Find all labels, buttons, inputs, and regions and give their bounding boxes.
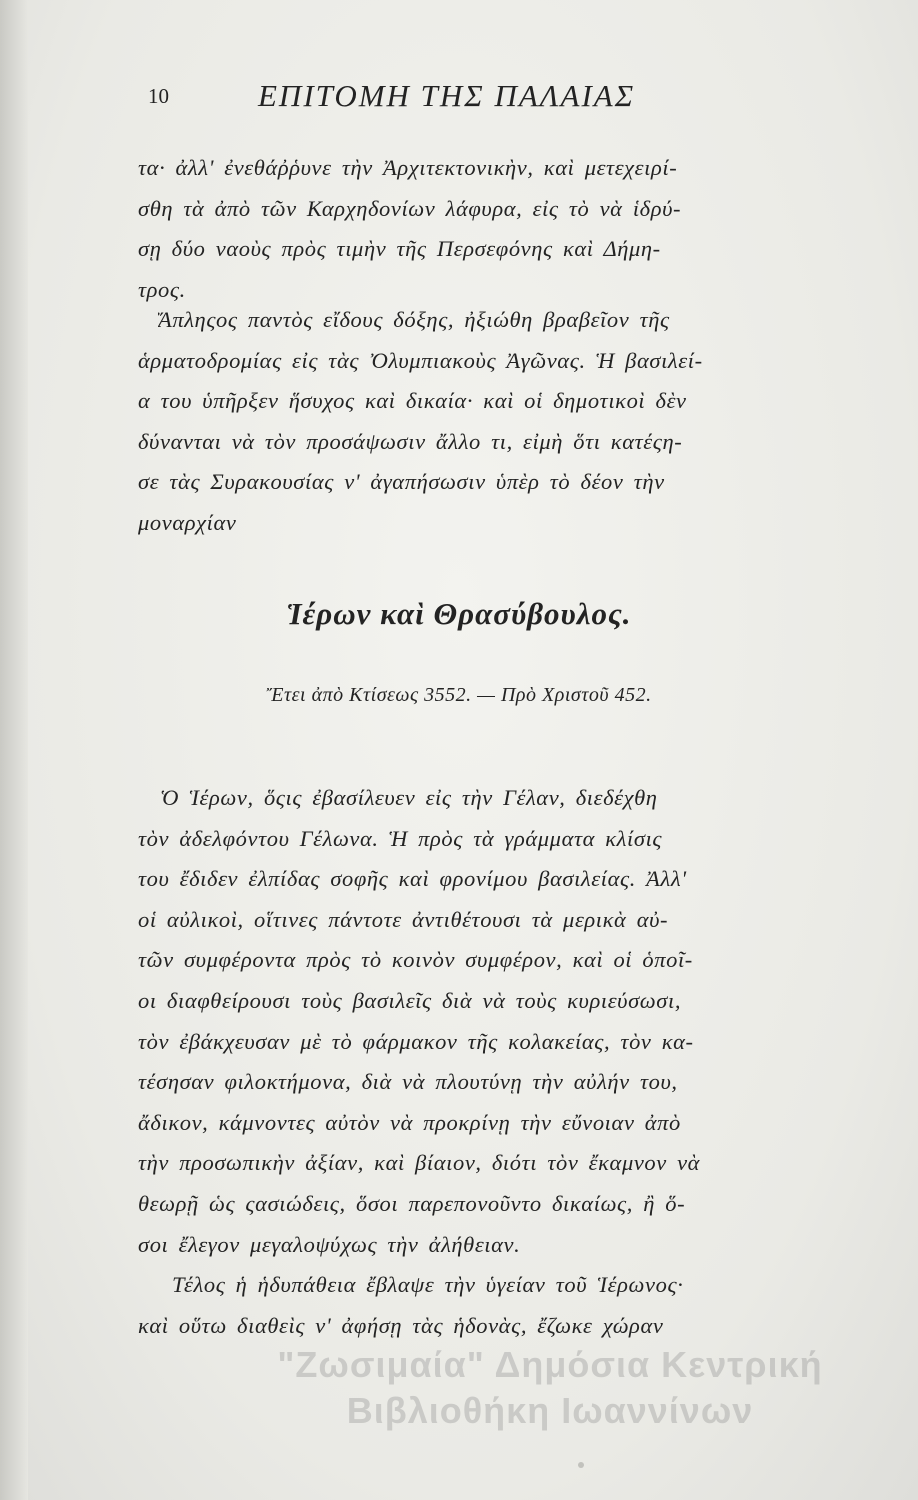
text-line: τῶν συμφέροντα πρὸς τὸ κοινὸν συμφέρον, καὶ οἱ ὁποῖ-	[138, 947, 693, 973]
text-line: σοι ἔλεγον μεγαλοψύχως τὴν ἀλήθειαν.	[138, 1231, 521, 1257]
text-line: Ὁ Ἱέρων, ὅςις ἐβασίλευεν εἰς τὴν Γέλαν, διεδέχθη	[160, 785, 658, 810]
book-title: ΕΠΙΤΟΜΗ ΤΗΣ ΠΑΛΑΙΑΣ	[258, 78, 636, 113]
page-gutter-shadow	[0, 0, 28, 1500]
library-watermark	[180, 1342, 918, 1434]
text-line: Τέλος ἡ ἡδυπάθεια ἔβλαψε τὴν ὑγείαν τοῦ Ἱέρωνος·	[172, 1272, 684, 1297]
text-line: τα· ἀλλ' ἐνεθάῤῥυνε τὴν Ἀρχιτεκτονικὴν, καὶ μετεχειρί-	[138, 155, 678, 180]
text-line: μοναρχίαν	[138, 509, 237, 535]
text-line: σθη τὰ ἀπὸ τῶν Καρχηδονίων λάφυρα, εἰς τὸ νὰ ἱδρύ-	[138, 195, 682, 221]
section-title: Ἱέρων καὶ Θρασύβουλος.	[286, 596, 632, 631]
paragraph-3	[138, 778, 818, 1265]
text-line: τὸν ἐβάκχευσαν μὲ τὸ φάρμακον τῆς κολακείας, τὸν κα-	[138, 1028, 694, 1054]
running-head	[148, 78, 828, 118]
text-line: τὴν προσωπικὴν ἀξίαν, καὶ βίαιον, διότι τὸν ἔκαμνον νὰ	[138, 1150, 701, 1176]
text-line: σῃ δύο ναοὺς πρὸς τιμὴν τῆς Περσεφόνης καὶ Δήμη-	[138, 236, 661, 262]
text-line: τὸν ἀδελφόντου Γέλωνα. Ἡ πρὸς τὰ γράμματα κλίσις	[138, 825, 663, 851]
page-number: 10	[148, 84, 169, 108]
paragraph-4	[138, 1265, 818, 1346]
text-line: οἱ αὐλικοὶ, οἵτινες πάντοτε ἀντιθέτουσι τὰ μερικὰ αὐ-	[138, 906, 669, 932]
text-line: θεωρῇ ὡς ςασιώδεις, ὅσοι παρεπονοῦντο δικαίως, ἢ ὅ-	[138, 1190, 686, 1216]
text-line: καὶ οὕτω διαθεὶς ν' ἀφήσῃ τὰς ἡδονὰς, ἔζωκε χώραν	[138, 1312, 664, 1338]
watermark-line-2: Βιβλιοθήκη Ιωαννίνων	[346, 1390, 754, 1431]
paragraph-1	[138, 148, 818, 310]
text-line: τέσησαν φιλοκτήμονα, διὰ νὰ πλουτύνῃ τὴν αὐλήν του,	[138, 1069, 678, 1095]
date-line: Ἔτει ἀπὸ Κτίσεως 3552. — Πρὸ Χριστοῦ 452.	[266, 684, 652, 706]
text-line: τρος.	[138, 276, 186, 302]
text-line: του ἔδιδεν ἐλπίδας σοφῆς καὶ φρονίμου βασιλείας. Ἀλλ'	[138, 866, 687, 892]
text-line: ἁρματοδρομίας εἰς τὰς Ὀλυμπιακοὺς Ἀγῶνας. Ἡ βασιλεί-	[138, 347, 703, 373]
watermark-line-1: "Ζωσιμαία" Δημόσια Κεντρική	[277, 1344, 823, 1385]
text-line: σε τὰς Συρακουσίας ν' ἀγαπήσωσιν ὑπὲρ τὸ δέον τὴν	[138, 469, 665, 495]
paragraph-2	[138, 300, 818, 544]
text-line: α του ὑπῆρξεν ἥσυχος καὶ δικαία· καὶ οἱ δημοτικοὶ δὲν	[138, 388, 687, 414]
text-line: οι διαφθείρουσι τοὺς βασιλεῖς διὰ νὰ τοὺς κυριεύσωσι,	[138, 987, 682, 1013]
text-line: δύνανται νὰ τὸν προσάψωσιν ἄλλο τι, εἰμὴ ὅτι κατέςη-	[138, 428, 683, 454]
paper-speck	[578, 1462, 584, 1468]
text-line: ἄδικον, κάμνοντες αὐτὸν νὰ προκρίνῃ τὴν εὔνοιαν ἀπὸ	[138, 1109, 681, 1135]
text-line: Ἄπληςος παντὸς εἴδους δόξης, ἠξιώθη βραβεῖον τῆς	[158, 307, 670, 332]
